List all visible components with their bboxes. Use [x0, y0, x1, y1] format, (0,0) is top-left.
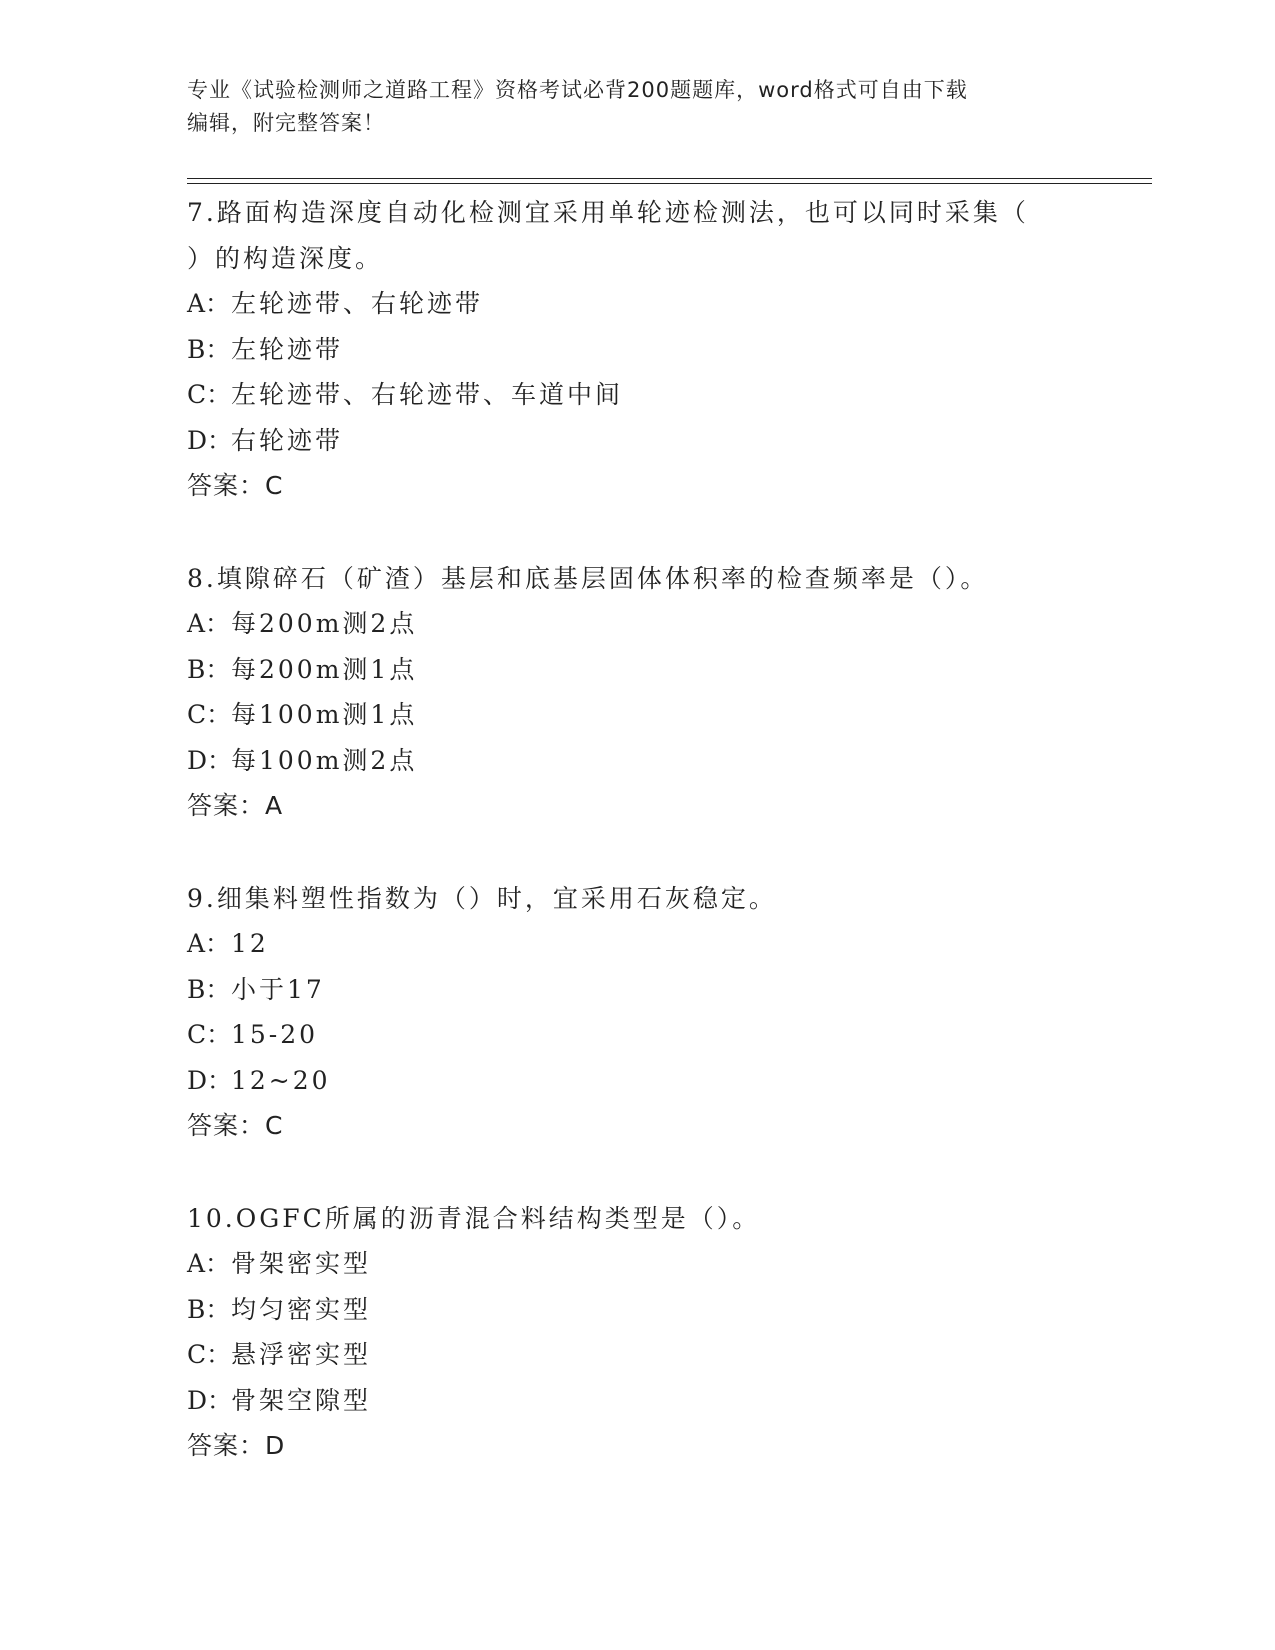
option-c: [187, 692, 1087, 738]
option-key: D：: [187, 1065, 233, 1095]
option-text: 每200m测1点: [231, 654, 418, 684]
answer-line: 答案：A: [187, 791, 284, 820]
question-10: [187, 1196, 1087, 1469]
option-key: C：: [187, 1340, 232, 1369]
question-stem-line-1: 8.填隙碎石（矿渣）基层和底基层固体体积率的检查频率是（）。: [187, 563, 989, 593]
option-a: [187, 281, 1087, 327]
question-7: [187, 190, 1087, 509]
option-key: C：: [187, 380, 232, 409]
option-key: B：: [187, 334, 231, 364]
question-8: [187, 556, 1087, 829]
option-a: [187, 1241, 1087, 1287]
option-key: B：: [187, 1294, 231, 1324]
option-text: 每200m测2点: [231, 609, 418, 638]
option-text: 左轮迹带、右轮迹带、车道中间: [231, 380, 624, 409]
option-key: D：: [187, 745, 233, 775]
document-header: [187, 74, 1067, 140]
option-key: B：: [187, 974, 231, 1004]
header-divider-top: [187, 178, 1152, 179]
option-b: [187, 967, 1087, 1013]
option-key: C：: [187, 700, 232, 729]
header-line-2: 编辑，附完整答案！: [187, 111, 385, 135]
option-key: D：: [187, 1385, 233, 1415]
answer-line: 答案：C: [187, 1111, 284, 1140]
option-text: 左轮迹带、右轮迹带: [231, 289, 484, 318]
question-stem-line-1: 7.路面构造深度自动化检测宜采用单轮迹检测法，也可以同时采集（: [187, 198, 1029, 227]
option-text: 12~20: [231, 1065, 331, 1095]
option-key: A：: [187, 609, 231, 638]
option-key: A：: [187, 289, 231, 318]
option-key: A：: [187, 929, 231, 958]
answer-line: 答案：C: [187, 471, 284, 500]
option-a: [187, 921, 1087, 967]
option-text: 悬浮密实型: [231, 1340, 372, 1369]
option-c: [187, 1012, 1087, 1058]
header-line-1: 专业《试验检测师之道路工程》资格考试必背200题题库，word格式可自由下载: [187, 78, 968, 102]
option-text: 15-20: [231, 1020, 319, 1049]
question-stem-line-1: 10.OGFC所属的沥青混合料结构类型是（）。: [187, 1203, 761, 1233]
option-key: B：: [187, 654, 231, 684]
option-text: 小于17: [231, 974, 325, 1004]
option-text: 左轮迹带: [231, 334, 344, 364]
header-divider-bottom: [187, 183, 1152, 184]
option-key: C：: [187, 1020, 232, 1049]
option-c: [187, 1332, 1087, 1378]
option-a: [187, 601, 1087, 647]
option-d: [187, 738, 1087, 784]
option-text: 均匀密实型: [231, 1294, 372, 1324]
question-9: [187, 876, 1087, 1149]
option-d: [187, 1378, 1087, 1424]
option-text: 骨架密实型: [231, 1249, 372, 1278]
question-stem-line-2: ）的构造深度。: [187, 243, 384, 273]
option-text: 右轮迹带: [231, 425, 344, 455]
option-d: [187, 418, 1087, 464]
option-text: 每100m测1点: [231, 700, 418, 729]
option-key: A：: [187, 1249, 231, 1278]
question-stem-line-1: 9.细集料塑性指数为（）时，宜采用石灰稳定。: [187, 883, 777, 913]
option-b: [187, 1287, 1087, 1333]
option-text: 每100m测2点: [231, 745, 418, 775]
option-text: 12: [231, 929, 269, 958]
option-c: [187, 372, 1087, 418]
option-text: 骨架空隙型: [231, 1385, 372, 1415]
option-b: [187, 327, 1087, 373]
question-list: [187, 190, 1087, 1516]
answer-line: 答案：D: [187, 1431, 286, 1460]
option-b: [187, 647, 1087, 693]
option-d: [187, 1058, 1087, 1104]
option-key: D：: [187, 425, 233, 455]
